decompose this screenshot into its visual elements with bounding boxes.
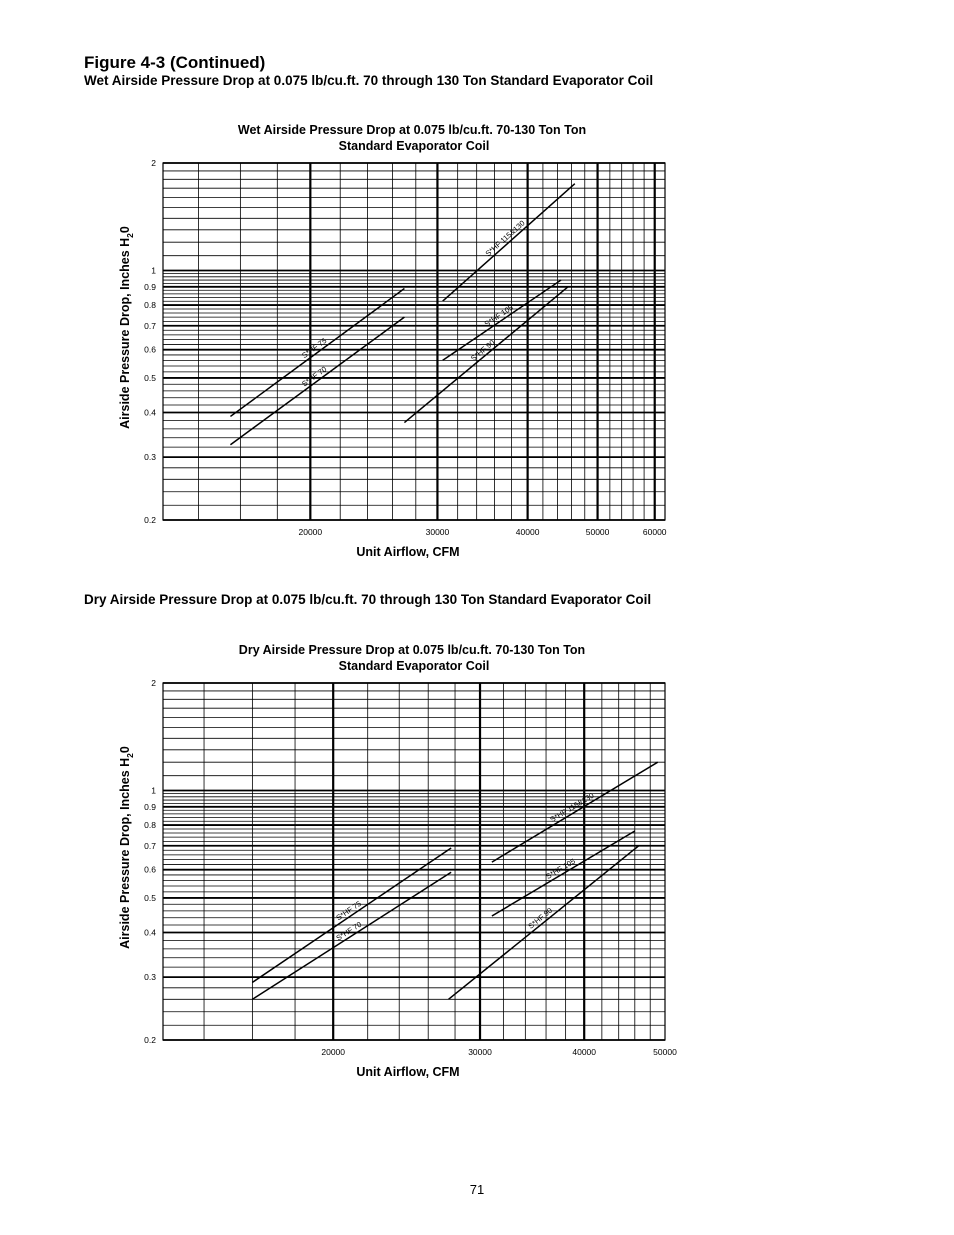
x-tick-label: 60000 (642, 527, 667, 537)
y-tick-label: 0.3 (144, 972, 156, 983)
series-line-s-hf-115-130 (492, 762, 658, 862)
y-tick-label: 2 (151, 678, 156, 688)
y-tick-label: 1 (151, 785, 156, 796)
y-tick-label: 0.8 (144, 820, 156, 831)
series-line-s-hf-75 (230, 289, 404, 417)
y-tick-label: 0.6 (144, 344, 156, 355)
chart-title-line1: Dry Airside Pressure Drop at 0.075 lb/cu.ft. 70-130 Ton Ton (238, 643, 586, 657)
y-tick-label: 0.4 (144, 407, 156, 418)
x-tick-label: 40000 (572, 1047, 597, 1057)
y-tick-label: 0.6 (144, 864, 156, 875)
x-tick-label: 30000 (425, 527, 450, 537)
y-axis-label: Airside Pressure Drop, Inches $H_20$ (118, 226, 135, 429)
x-axis-label: Unit Airflow, CFM (356, 545, 460, 559)
x-tick-label: 40000 (515, 527, 540, 537)
series-line-s-hf-105 (492, 831, 635, 916)
y-tick-label: 0.2 (144, 515, 156, 525)
series-line-s-hf-75 (252, 848, 451, 982)
series-label-s-hf-75: S*HF 75 (300, 336, 329, 361)
y-tick-label: 0.3 (144, 452, 156, 463)
y-tick-label: 0.7 (144, 320, 156, 331)
series-label-s-hf-70: S*HF 70 (300, 364, 329, 389)
y-tick-label: 0.9 (144, 281, 156, 292)
dry-pressure-drop-chart (0, 635, 954, 1095)
wet-pressure-drop-chart (0, 115, 954, 575)
series-label-s-hf-90: S*HF 90 (526, 905, 555, 931)
plot-frame (163, 163, 665, 520)
chart-title-line2: Standard Evaporator Coil (338, 659, 490, 673)
y-tick-label: 0.7 (144, 840, 156, 851)
y-tick-label: 1 (151, 265, 156, 276)
y-tick-label: 0.2 (144, 1035, 156, 1045)
series-line-s-hf-70 (252, 872, 451, 999)
x-tick-label: 50000 (585, 527, 610, 537)
chart-title-line1: Wet Airside Pressure Drop at 0.075 lb/cu.ft. 70-130 Ton Ton (237, 123, 587, 137)
grid (163, 683, 665, 1040)
series-label-s-hf-90: S*HF 90 (468, 337, 497, 363)
x-tick-label: 20000 (321, 1047, 346, 1057)
series-label-s-hf-115-130: S*HF 115&130 (548, 790, 596, 825)
y-tick-label: 0.5 (144, 892, 156, 903)
x-axis-label: Unit Airflow, CFM (356, 1065, 460, 1079)
y-tick-label: 0.4 (144, 927, 156, 938)
dry-chart-caption: Dry Airside Pressure Drop at 0.075 lb/cu.ft. 70 through 130 Ton Standard Evaporator Coil (84, 592, 652, 607)
x-tick-label: 30000 (468, 1047, 492, 1057)
series-label-s-hf-105: S*HF 105 (482, 302, 515, 329)
series-line-s-hf-70 (230, 317, 404, 445)
plot-frame (163, 683, 665, 1040)
page-number: 71 (469, 1182, 485, 1197)
series-label-s-hf-115-130: S*HF 115&130 (483, 218, 527, 259)
y-axis-label: Airside Pressure Drop, Inches $H_20$ (118, 746, 135, 949)
y-tick-label: 2 (151, 158, 156, 168)
chart-title-line2: Standard Evaporator Coil (338, 139, 490, 153)
x-tick-label: 20000 (298, 527, 323, 537)
series-label-s-hf-105: S*HF 105 (544, 856, 577, 881)
series-label-s-hf-70: S*HF 70 (334, 919, 364, 943)
y-tick-label: 0.8 (144, 300, 156, 311)
figure-title: Figure 4-3 (Continued) (84, 53, 266, 72)
series-label-s-hf-75: S*HF 75 (334, 898, 363, 923)
grid (163, 163, 665, 520)
wet-chart-caption: Wet Airside Pressure Drop at 0.075 lb/cu.ft. 70 through 130 Ton Standard Evaporator Coil (84, 73, 654, 88)
y-tick-label: 0.9 (144, 801, 156, 812)
y-tick-label: 0.5 (144, 372, 156, 383)
x-tick-label: 50000 (653, 1047, 677, 1057)
